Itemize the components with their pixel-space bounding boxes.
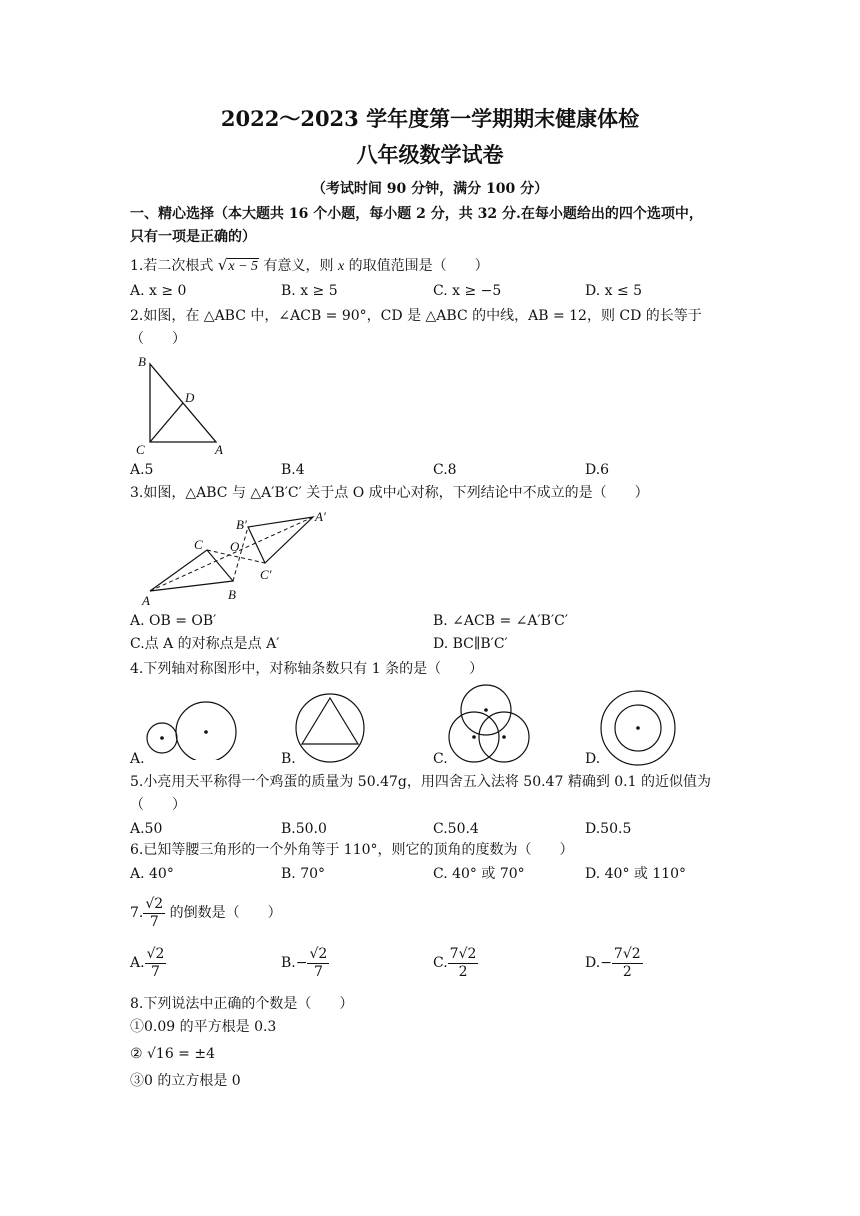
figure-label-a-prime: A′ [315, 509, 326, 524]
question-4-stem: 4.下列轴对称图形中，对称轴条数只有 1 条的是（ ） [130, 661, 484, 677]
question-4-option-c: C. [433, 751, 448, 767]
question-1-radicand: x − 5 [228, 259, 259, 274]
question-6-option-d: D. 40° 或 110° [585, 866, 687, 882]
question-4-figure-d [596, 686, 680, 770]
question-7-denominator: 7 [149, 913, 159, 930]
option-label: A. [130, 955, 145, 971]
section-heading-line2: 只有一项是正确的） [130, 229, 256, 245]
question-7-stem [130, 893, 282, 933]
question-2-stem-line1: 2.如图，在 △ABC 中，∠ACB = 90°，CD 是 △ABC 的中线，AB = 12，则 CD 的长等于 [130, 308, 702, 324]
question-3-option-d: D. BC∥B′C′ [433, 636, 508, 652]
question-1-mid: 有意义，则 [263, 258, 334, 274]
exam-info: （考试时间 90 分钟，满分 100 分） [311, 181, 549, 197]
question-6-option-b: B. 70° [281, 866, 326, 882]
question-7-option-c [433, 943, 478, 983]
question-8-item-1: ①0.09 的平方根是 0.3 [130, 1019, 277, 1035]
question-1-option-a: A. x ≥ 0 [130, 283, 187, 299]
exam-title: 2022～2023 学年度第一学期期末健康体检 [220, 106, 640, 131]
exam-subtitle: 八年级数学试卷 [356, 142, 504, 167]
question-4-option-b: B. [281, 751, 296, 767]
question-5-option-d: D.50.5 [585, 821, 632, 837]
question-8-item-3: ③0 的立方根是 0 [130, 1073, 241, 1089]
figure-label-o: O [230, 539, 240, 554]
figure-label-a: A [142, 593, 150, 608]
figure-label-c: C [194, 537, 203, 552]
figure-label-c: C [136, 442, 145, 457]
question-3-figure [130, 505, 350, 610]
question-7-option-a [130, 943, 166, 983]
question-4-figure-b [292, 688, 372, 768]
option-denominator: 2 [458, 963, 468, 980]
figure-label-a: A [215, 442, 223, 457]
question-3-option-a: A. OB = OB′ [130, 613, 217, 629]
option-numerator: 7√2 [449, 945, 477, 962]
question-2-option-d: D.6 [585, 462, 610, 478]
question-1-stem [130, 256, 489, 276]
option-numerator: √2 [309, 945, 328, 962]
question-3-stem: 3.如图，△ABC 与 △A′B′C′ 关于点 O 成中心对称，下列结论中不成立的是（ ） [130, 485, 649, 501]
question-1-option-b: B. x ≥ 5 [281, 283, 338, 299]
option-numerator: √2 [146, 945, 165, 962]
option-label: D. [585, 955, 601, 971]
option-denominator: 7 [313, 963, 323, 980]
question-6-option-c: C. 40° 或 70° [433, 866, 525, 882]
figure-label-b: B [138, 354, 146, 369]
question-4-option-d: D. [585, 751, 601, 767]
question-6-option-a: A. 40° [130, 866, 174, 882]
question-8-item-2: ② √16 = ±4 [130, 1046, 216, 1062]
question-2-stem-line2: （ ） [130, 331, 186, 347]
question-2-option-b: B.4 [281, 462, 305, 478]
figure-label-b-prime: B′ [236, 517, 247, 532]
figure-label-c-prime: C′ [260, 567, 272, 582]
option-fraction [307, 946, 329, 981]
question-2-figure [130, 350, 240, 460]
option-label: B. [281, 955, 296, 971]
radical-sign: √ [217, 256, 228, 274]
option-sign: − [295, 955, 308, 971]
question-5-option-a: A.50 [130, 821, 163, 837]
option-fraction [612, 946, 643, 981]
option-label: C. [433, 955, 448, 971]
figure-label-b: B [228, 587, 236, 602]
section-heading-line1: 一、精心选择（本大题共 16 个小题，每小题 2 分，共 32 分.在每小题给出的四个选项中， [130, 206, 703, 222]
option-fraction [145, 946, 167, 981]
question-5-stem-line2: （ ） [130, 797, 186, 813]
question-6-stem: 6.已知等腰三角形的一个外角等于 110°，则它的顶角的度数为（ ） [130, 842, 574, 858]
question-5-option-c: C.50.4 [433, 821, 479, 837]
question-7-numerator: √2 [145, 895, 164, 912]
question-7-option-b [281, 943, 329, 983]
question-1-option-d: D. x ≤ 5 [585, 283, 643, 299]
question-7-fraction [143, 896, 165, 931]
option-denominator: 7 [151, 963, 160, 980]
question-8-stem: 8.下列说法中正确的个数是（ ） [130, 996, 354, 1012]
question-4-figure-a [140, 690, 250, 760]
option-sign: − [600, 955, 612, 971]
question-4-option-a: A. [130, 751, 145, 767]
option-fraction [448, 946, 479, 981]
question-2-option-c: C.8 [433, 462, 457, 478]
question-1-prefix: 1.若二次根式 [130, 258, 214, 274]
question-4-figure-c [446, 680, 536, 770]
question-3-option-b: B. ∠ACB = ∠A′B′C′ [433, 613, 569, 629]
question-1-suffix: 的取值范围是（ ） [348, 258, 489, 274]
figure-label-d: D [185, 390, 195, 405]
question-5-option-b: B.50.0 [281, 821, 327, 837]
question-1-option-c: C. x ≥ −5 [433, 283, 502, 299]
question-5-stem-line1: 5.小亮用天平称得一个鸡蛋的质量为 50.47g，用四舍五入法将 50.47 精确到 0.1 的近似值为 [130, 774, 711, 790]
question-7-option-d [585, 943, 643, 983]
question-7-prefix: 7. [130, 905, 144, 921]
question-7-suffix: 的倒数是（ ） [169, 905, 282, 921]
question-2-option-a: A.5 [130, 462, 154, 478]
option-numerator: 7√2 [613, 945, 641, 962]
question-3-option-c: C.点 A 的对称点是点 A′ [130, 636, 280, 652]
option-denominator: 2 [622, 963, 632, 980]
question-1-var: x [337, 259, 345, 274]
